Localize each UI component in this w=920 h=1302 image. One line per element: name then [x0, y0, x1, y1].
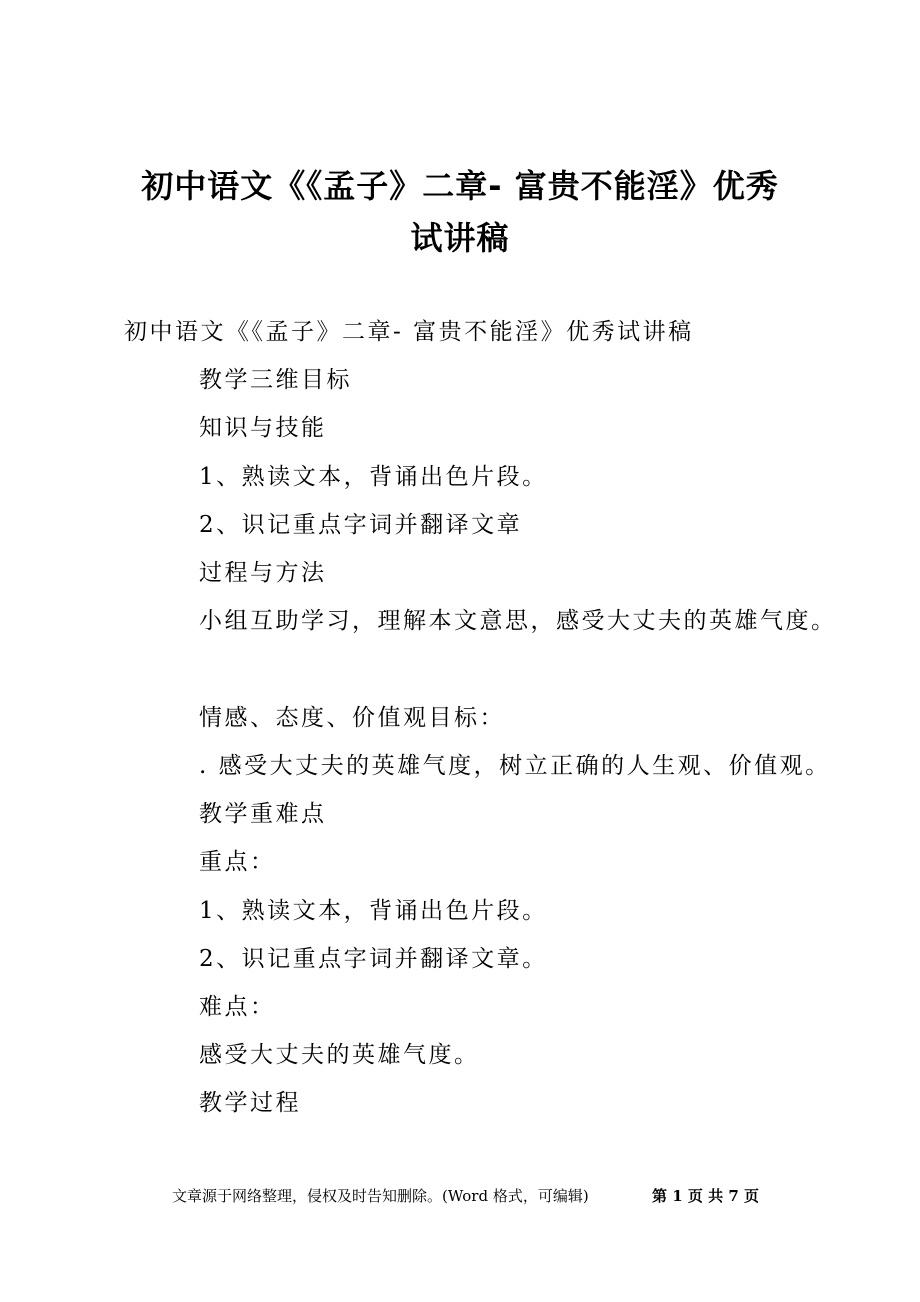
heading-difficult-points: 难点：	[199, 994, 276, 1020]
body-line: 2、识记重点字词并翻译文章。	[199, 946, 548, 972]
heading-process-method: 过程与方法	[199, 560, 327, 586]
page-footer	[172, 1186, 759, 1206]
document-title	[0, 160, 920, 264]
body-line: 1、熟读文本，背诵出色片段。	[199, 898, 548, 924]
document-title-line-1: 初中语文《《孟子》二章- 富贵不能淫》优秀	[141, 167, 779, 205]
heading-teaching-objectives: 教学三维目标	[199, 367, 352, 393]
body-line: 小组互助学习，理解本文意思，感受大丈夫的英雄气度。	[199, 608, 837, 634]
heading-key-difficult-points: 教学重难点	[199, 801, 327, 827]
footer-note: 文章源于网络整理，侵权及时告知删除。(Word 格式，可编辑)	[172, 1187, 589, 1205]
body-line: 1、熟读文本，背诵出色片段。	[199, 464, 548, 490]
body-line: . 感受大丈夫的英雄气度，树立正确的人生观、价值观。	[199, 753, 831, 779]
body-line: 2、识记重点字词并翻译文章	[199, 512, 523, 538]
heading-knowledge-skills: 知识与技能	[199, 415, 327, 441]
heading-teaching-process: 教学过程	[199, 1090, 301, 1116]
body-line: 感受大丈夫的英雄气度。	[199, 1042, 480, 1068]
document-title-line-2: 试讲稿	[410, 219, 510, 257]
heading-emotion-attitude: 情感、态度、价值观目标：	[199, 705, 505, 731]
page-number: 第 1 页 共 7 页	[652, 1187, 759, 1205]
heading-key-points: 重点：	[199, 849, 276, 875]
document-subtitle: 初中语文《《孟子》二章- 富贵不能淫》优秀试讲稿	[124, 319, 694, 345]
